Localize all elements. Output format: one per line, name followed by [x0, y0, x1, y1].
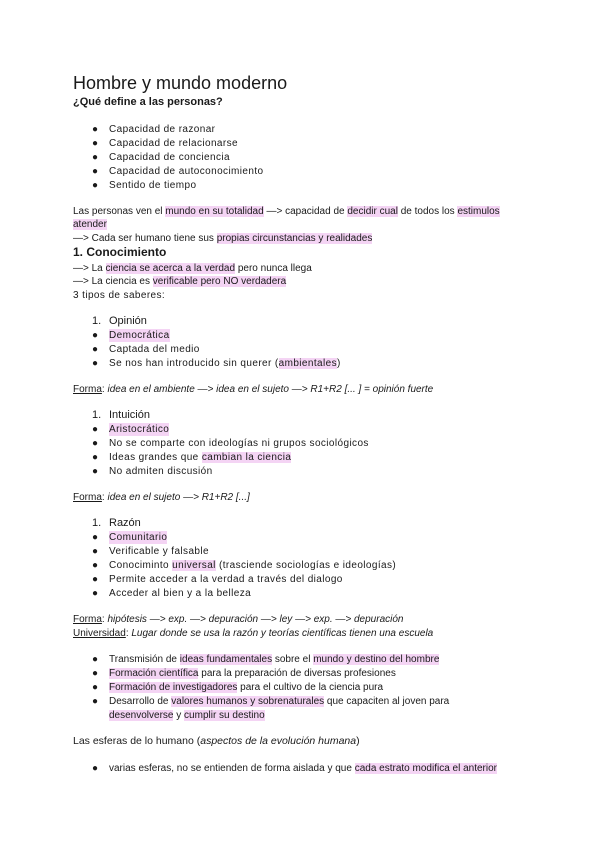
list-item: ● Democrática: [92, 330, 170, 341]
bullet-icon: ●: [92, 438, 99, 449]
page-subtitle: ¿Qué define a las personas?: [73, 96, 223, 108]
paragraph: —> La ciencia es verificable pero NO verdadera: [73, 276, 287, 287]
list-item: ● Desarrollo de valores humanos y sobrenaturales que capaciten al joven para: [92, 696, 450, 707]
bullet-icon: ●: [92, 560, 99, 571]
numbered-item: 1. Razón: [92, 517, 141, 529]
list-item: ● Sentido de tiempo: [92, 180, 197, 191]
list-item: ● Capacidad de autoconocimiento: [92, 166, 264, 177]
forma-line: Forma: hipótesis —> exp. —> depuración —> ley —> exp. —> depuración: [73, 614, 404, 625]
list-item: ● Acceder al bien y a la belleza: [92, 588, 252, 599]
bullet-icon: ●: [92, 668, 99, 679]
bullet-icon: ●: [92, 152, 99, 163]
list-item: ● Conociminto universal (trasciende sociologías e ideologías): [92, 560, 397, 571]
list-item: ● Capacidad de razonar: [92, 124, 216, 135]
bullet-icon: ●: [92, 452, 99, 463]
bullet-icon: ●: [92, 358, 99, 369]
list-item: ● Formación científica para la preparación de diversas profesiones: [92, 668, 396, 679]
list-item: ● No admiten discusión: [92, 466, 213, 477]
list-item: ● Transmisión de ideas fundamentales sobre el mundo y destino del hombre: [92, 654, 440, 665]
numbered-item: 1. Intuición: [92, 409, 150, 421]
list-item: ● Verificable y falsable: [92, 546, 209, 557]
list-item: ● No se comparte con ideologías ni grupos sociológicos: [92, 438, 369, 449]
bullet-icon: ●: [92, 124, 99, 135]
list-item: ● Captada del medio: [92, 344, 200, 355]
paragraph: Las esferas de lo humano (aspectos de la evolución humana): [73, 735, 360, 747]
list-item: ● Capacidad de conciencia: [92, 152, 230, 163]
paragraph-cont: atender: [73, 219, 107, 230]
list-item: ● Ideas grandes que cambian la ciencia: [92, 452, 292, 463]
list-item: ● Comunitario: [92, 532, 168, 543]
list-item: ● Formación de investigadores para el cultivo de la ciencia pura: [92, 682, 384, 693]
numbered-item: 1. Opinión: [92, 315, 147, 327]
list-item: ● Se nos han introducido sin querer (ambientales): [92, 358, 341, 369]
bullet-icon: ●: [92, 546, 99, 557]
bullet-icon: ●: [92, 763, 99, 774]
bullet-icon: ●: [92, 574, 99, 585]
bullet-icon: ●: [92, 166, 99, 177]
bullet-icon: ●: [92, 180, 99, 191]
paragraph: —> Cada ser humano tiene sus propias circunstancias y realidades: [73, 233, 373, 244]
bullet-icon: ●: [92, 330, 99, 341]
paragraph: —> La ciencia se acerca a la verdad pero nunca llega: [73, 263, 312, 274]
list-item: ● Capacidad de relacionarse: [92, 138, 238, 149]
forma-line: Forma: idea en el sujeto —> R1+R2 [...]: [73, 492, 250, 503]
bullet-icon: ●: [92, 424, 99, 435]
bullet-icon: ●: [92, 466, 99, 477]
bullet-icon: ●: [92, 682, 99, 693]
section-heading: 1. Conocimiento: [73, 245, 167, 259]
list-item: ● varias esferas, no se entienden de forma aislada y que cada estrato modifica el anterior: [92, 763, 497, 774]
list-item-cont: desenvolverse y cumplir su destino: [109, 710, 265, 721]
bullet-icon: ●: [92, 588, 99, 599]
bullet-icon: ●: [92, 138, 99, 149]
list-item: ● Permite acceder a la verdad a través del dialogo: [92, 574, 343, 585]
paragraph: 3 tipos de saberes:: [73, 290, 166, 301]
forma-line: Forma: idea en el ambiente —> idea en el sujeto —> R1+R2 [... ] = opinión fuerte: [73, 384, 434, 395]
bullet-icon: ●: [92, 696, 99, 707]
paragraph: Las personas ven el mundo en su totalidad —> capacidad de decidir cual de todos los estimulos: [73, 206, 500, 217]
list-item: ● Aristocrático: [92, 424, 170, 435]
bullet-icon: ●: [92, 344, 99, 355]
page-title: Hombre y mundo moderno: [73, 73, 288, 93]
bullet-icon: ●: [92, 532, 99, 543]
universidad-line: Universidad: Lugar donde se usa la razón y teorías científicas tienen una escuela: [73, 628, 434, 639]
bullet-icon: ●: [92, 654, 99, 665]
